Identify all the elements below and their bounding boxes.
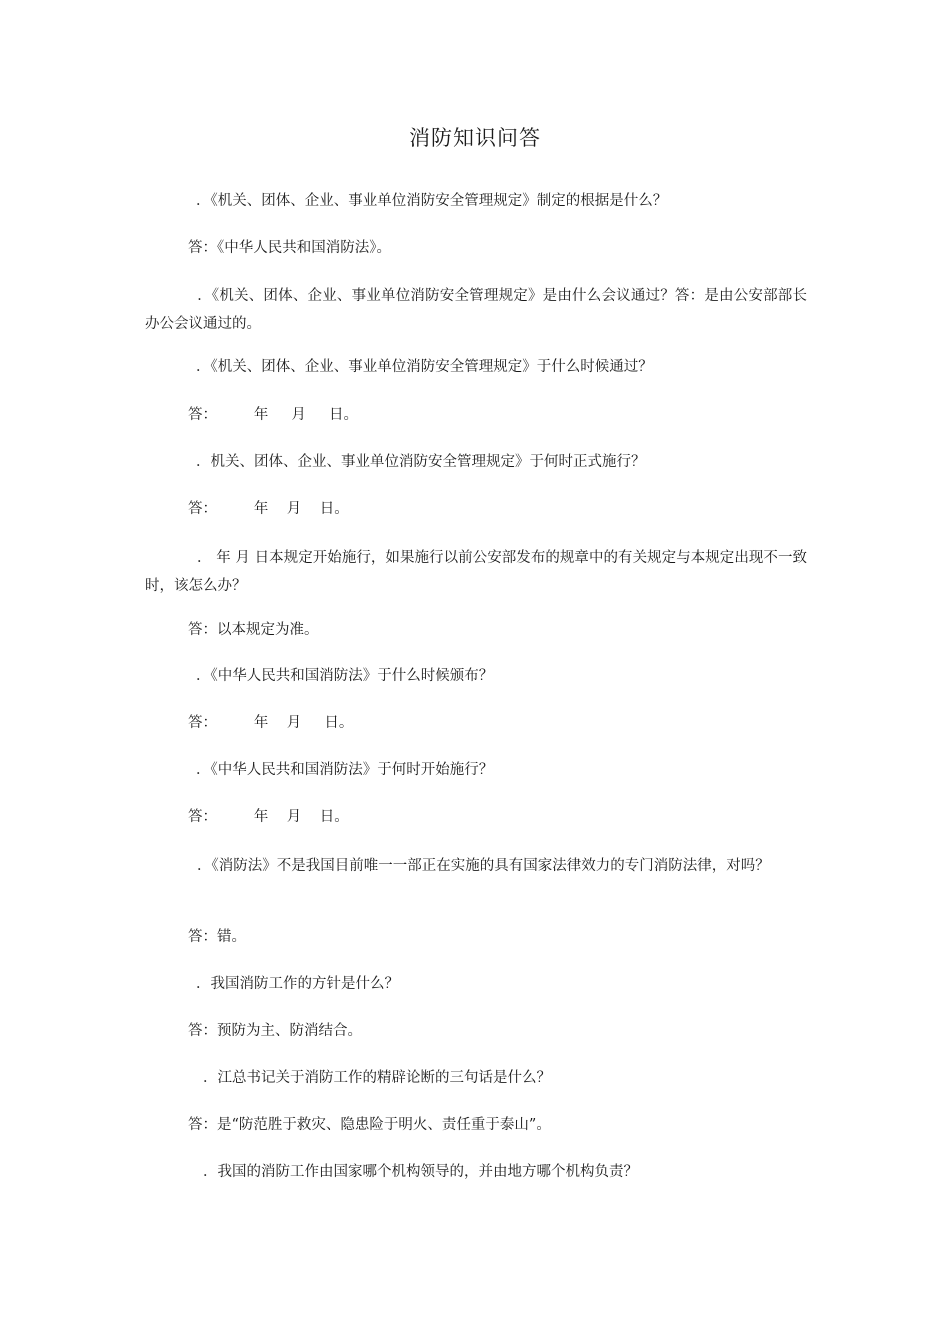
answer-line: 答：《中华人民共和国消防法》。 [188, 240, 391, 256]
answer-line: 答：以本规定为准。 [188, 622, 319, 638]
question-line: ．江总书记关于消防工作的精辟论断的三句话是什么？ [203, 1070, 551, 1086]
question-line: ．我国的消防工作由国家哪个机构领导的，并由地方哪个机构负责？ [203, 1164, 638, 1180]
answer-line: 答： 年 月 日。 [188, 715, 354, 731]
answer-line: 答： 年 月 日。 [188, 407, 358, 423]
document-title: 消防知识问答 [409, 126, 541, 150]
question-line: ．《中华人民共和国消防法》于什么时候颁布？ [196, 668, 494, 684]
question-line: ．机关、团体、企业、事业单位消防安全管理规定》于何时正式施行？ [196, 454, 646, 470]
answer-line: 答：错。 [188, 929, 246, 945]
question-line: ．我国消防工作的方针是什么？ [196, 976, 399, 992]
answer-line: 答： 年 月 日。 [188, 809, 349, 825]
question-paragraph: ．《消防法》不是我国目前唯一一部正在实施的具有国家法律效力的专门消防法律，对吗？ [197, 858, 770, 874]
question-line: ．《机关、团体、企业、事业单位消防安全管理规定》于什么时候通过？ [196, 359, 653, 375]
question-paragraph: ． 年 月 日本规定开始施行，如果施行以前公安部发布的规章中的有关规定与本规定出现不一致时，该怎么办？ [145, 550, 807, 594]
answer-line: 答： 年 月 日。 [188, 501, 349, 517]
question-line: ．《中华人民共和国消防法》于何时开始施行？ [196, 762, 494, 778]
answer-line: 答：是“防范胜于救灾、隐患险于明火、责任重于泰山”。 [188, 1117, 551, 1133]
answer-line: 答：预防为主、防消结合。 [188, 1023, 362, 1039]
question-line: ．《机关、团体、企业、事业单位消防安全管理规定》制定的根据是什么？ [196, 193, 668, 209]
question-paragraph: ．《机关、团体、企业、事业单位消防安全管理规定》是由什么会议通过？答：是由公安部部长办公会议通过的。 [145, 288, 807, 332]
